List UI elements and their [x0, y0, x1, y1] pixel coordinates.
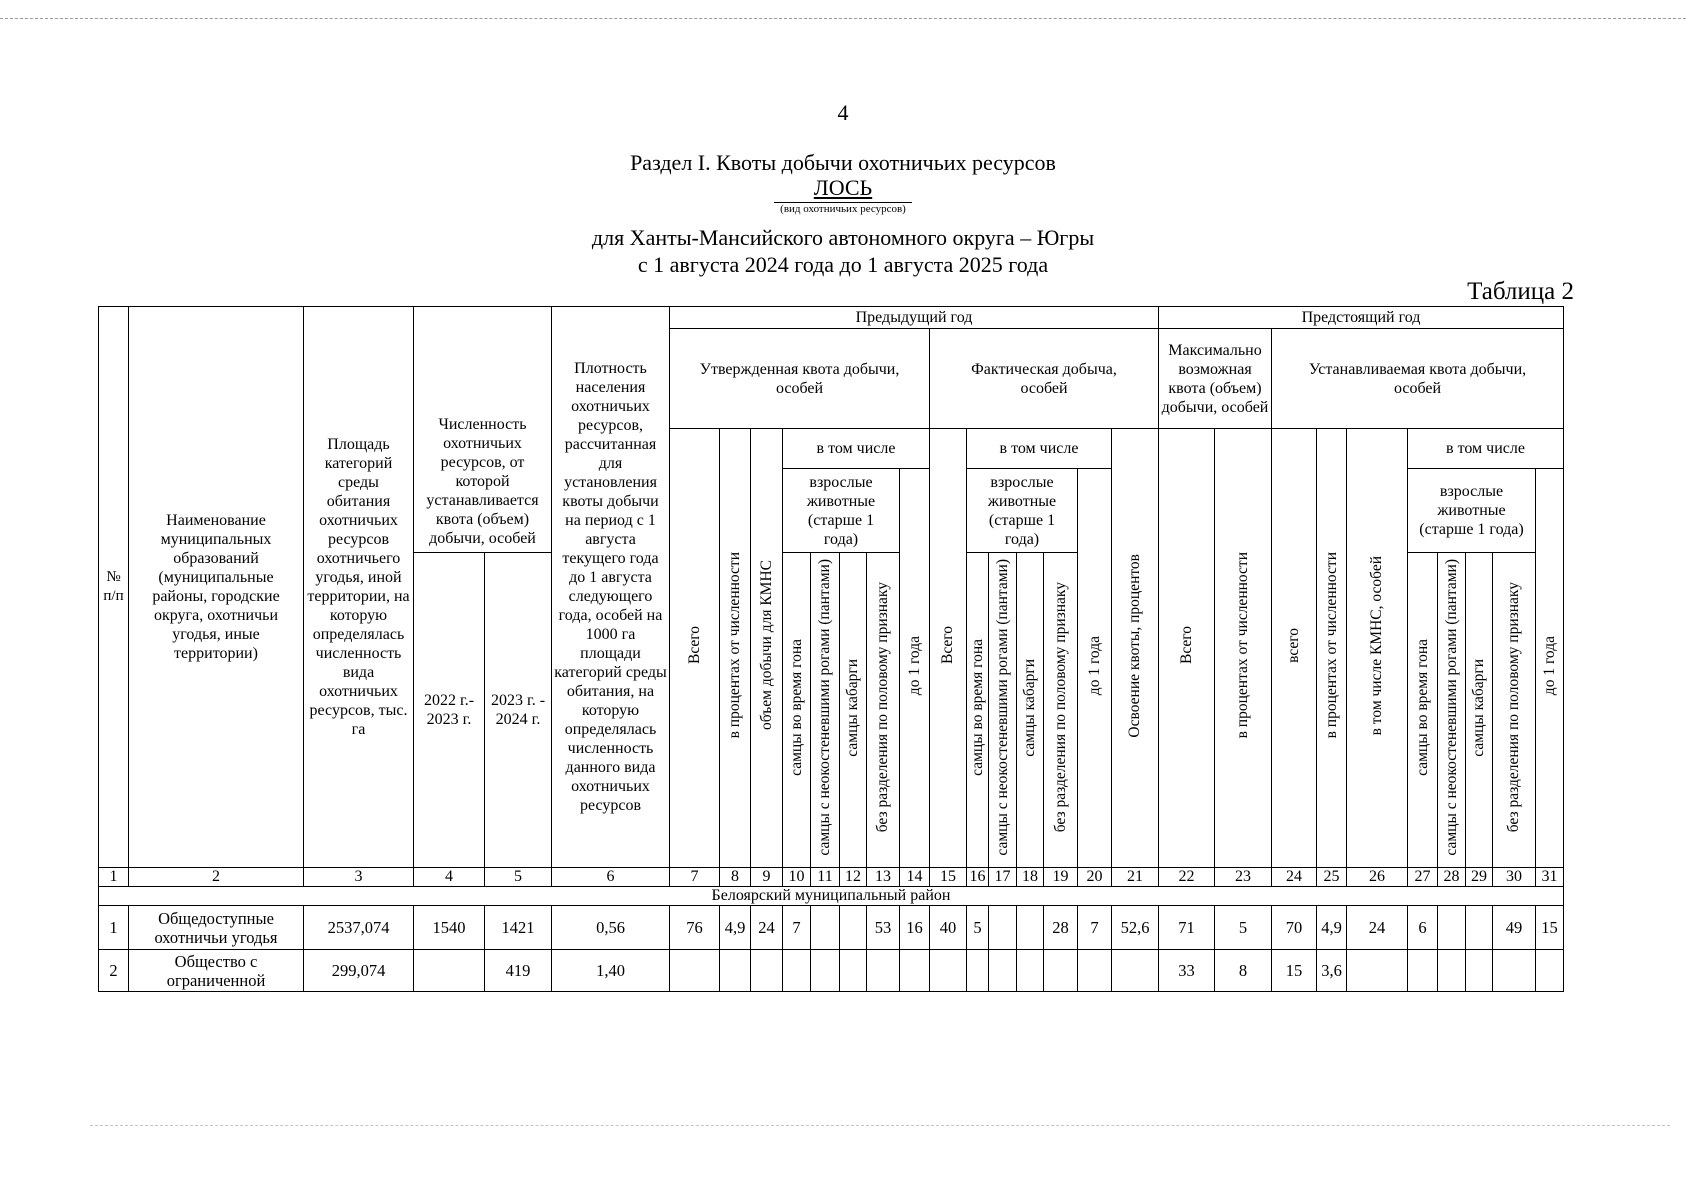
- col-header-mastery: Освоение квоты, процентов: [1112, 429, 1159, 868]
- col-number: 27: [1408, 868, 1438, 887]
- cell: 419: [485, 950, 552, 992]
- col-header-no: № п/п: [99, 307, 129, 868]
- col-number: 21: [1112, 868, 1159, 887]
- col-number: 9: [751, 868, 783, 887]
- cell: 40: [930, 906, 967, 950]
- cell: [840, 906, 867, 950]
- cell: 5: [967, 906, 989, 950]
- col-header-actual-young: до 1 года: [1078, 469, 1112, 868]
- col-number: 11: [811, 868, 840, 887]
- col-header-name: Наименование муниципальных образований (муниципальные районы, городские округа, охотничьи угодья, иные территории): [129, 307, 304, 868]
- col-header-actual-nosex: без разделения по половому признаку: [1044, 553, 1078, 868]
- col-number: 17: [989, 868, 1017, 887]
- col-header-approved-adults: взрослые животные (старше 1 года): [783, 469, 900, 553]
- cell: [1017, 950, 1044, 992]
- col-header-approved-antlers: самцы с неокостеневшими рогами (пантами): [811, 553, 840, 868]
- cell: [1017, 906, 1044, 950]
- section-row-district: Белоярский муниципальный район: [99, 887, 1564, 906]
- cell: [1466, 950, 1493, 992]
- col-number: 5: [485, 868, 552, 887]
- col-number: 7: [670, 868, 720, 887]
- region-line: для Ханты-Мансийского автономного округа – Югры: [591, 225, 1095, 250]
- col-number: 16: [967, 868, 989, 887]
- col-header-prev-year: Предыдущий год: [670, 307, 1159, 329]
- cell: [900, 950, 930, 992]
- col-header-set-antlers: самцы с неокостеневшими рогами (пантами): [1438, 553, 1466, 868]
- table-row: [99, 950, 1564, 992]
- cell: [414, 950, 485, 992]
- col-header-set-incl: в том числе: [1408, 429, 1564, 469]
- col-header-y2: 2023 г. - 2024 г.: [485, 553, 552, 868]
- col-number: 1: [99, 868, 129, 887]
- col-header-set-nosex: без разделения по половому признаку: [1493, 553, 1536, 868]
- col-header-density: Плотность населения охотничьих ресурсов, рассчитанная для установления квоты добычи на период с 1 августа текущего года до 1 августа следующего года, особей на 1000 га площади категорий среды обитания, на которую определялась численность данного вида охотничьих ресурсов: [552, 307, 670, 868]
- species-caption: (вид охотничьих ресурсов): [0, 202, 1686, 216]
- col-number: 23: [1215, 868, 1272, 887]
- col-header-set-pct: в процентах от численности: [1317, 429, 1347, 868]
- cell: 49: [1493, 906, 1536, 950]
- cell: 1421: [485, 906, 552, 950]
- col-header-approved-total: Всего: [670, 429, 720, 868]
- col-number: 10: [783, 868, 811, 887]
- document-header: [0, 150, 1686, 278]
- col-header-set-young: до 1 года: [1536, 469, 1564, 868]
- col-header-approved-musk: самцы кабарги: [840, 553, 867, 868]
- col-number: 31: [1536, 868, 1564, 887]
- col-number: 8: [720, 868, 751, 887]
- cell: [1493, 950, 1536, 992]
- col-header-max: Максимально возможная квота (объем) добычи, особей: [1159, 329, 1272, 429]
- cell: 24: [751, 906, 783, 950]
- col-number: 20: [1078, 868, 1112, 887]
- cell: 70: [1272, 906, 1317, 950]
- cell: 3,6: [1317, 950, 1347, 992]
- col-header-count: Численность охотничьих ресурсов, от которой устанавливается квота (объем) добычи, особей: [414, 307, 552, 553]
- col-number: 26: [1347, 868, 1408, 887]
- col-number: 14: [900, 868, 930, 887]
- col-header-approved-young: до 1 года: [900, 469, 930, 868]
- col-number: 28: [1438, 868, 1466, 887]
- cell: [1536, 950, 1564, 992]
- col-number: 19: [1044, 868, 1078, 887]
- cell: 52,6: [1112, 906, 1159, 950]
- cell: 15: [1272, 950, 1317, 992]
- col-number: 2: [129, 868, 304, 887]
- col-number: 3: [304, 868, 414, 887]
- table-label: Таблица 2: [1467, 278, 1574, 305]
- cell: [840, 950, 867, 992]
- col-number: 30: [1493, 868, 1536, 887]
- col-number: 15: [930, 868, 967, 887]
- col-header-actual-incl: в том числе: [967, 429, 1112, 469]
- col-header-y1: 2022 г.- 2023 г.: [414, 553, 485, 868]
- col-header-set-adults: взрослые животные (старше 1 года): [1408, 469, 1536, 553]
- cell-name: Общедоступные охотничьи угодья: [129, 906, 304, 950]
- col-header-approved: Утвержденная квота добычи, особей: [670, 329, 930, 429]
- col-header-actual-rut: самцы во время гона: [967, 553, 989, 868]
- cell: [989, 906, 1017, 950]
- col-header-approved-kmns: объем добычи для КМНС: [751, 429, 783, 868]
- cell: 71: [1159, 906, 1215, 950]
- col-header-next-year: Предстоящий год: [1159, 307, 1564, 329]
- cell: 0,56: [552, 906, 670, 950]
- cell: 2537,074: [304, 906, 414, 950]
- cell: 1: [99, 906, 129, 950]
- cell: [1112, 950, 1159, 992]
- col-header-actual-musk: самцы кабарги: [1017, 553, 1044, 868]
- cell: 4,9: [1317, 906, 1347, 950]
- col-header-approved-nosex: без разделения по половому признаку: [867, 553, 900, 868]
- cell: 6: [1408, 906, 1438, 950]
- cell: [811, 906, 840, 950]
- cell: [1466, 906, 1493, 950]
- cell: 76: [670, 906, 720, 950]
- cell: 1,40: [552, 950, 670, 992]
- cell: [811, 950, 840, 992]
- cell: [751, 950, 783, 992]
- col-number: 24: [1272, 868, 1317, 887]
- cell: 33: [1159, 950, 1215, 992]
- scan-edge-top: [0, 18, 1686, 19]
- col-header-actual-antlers: самцы с неокостеневшими рогами (пантами): [989, 553, 1017, 868]
- col-header-approved-rut: самцы во время гона: [783, 553, 811, 868]
- col-number: 13: [867, 868, 900, 887]
- cell: 53: [867, 906, 900, 950]
- cell: [1438, 950, 1466, 992]
- cell: [930, 950, 967, 992]
- col-number: 4: [414, 868, 485, 887]
- col-number: 29: [1466, 868, 1493, 887]
- page-number: 4: [837, 100, 849, 125]
- cell: 2: [99, 950, 129, 992]
- cell: [1438, 906, 1466, 950]
- col-header-max-pct: в процентах от численности: [1215, 429, 1272, 868]
- col-header-area: Площадь категорий среды обитания охотничьих ресурсов охотничьего угодья, иной территории, на которую определялась численность вида охотничьих ресурсов, тыс. га: [304, 307, 414, 868]
- cell: [1044, 950, 1078, 992]
- cell: [720, 950, 751, 992]
- col-header-approved-pct: в процентах от численности: [720, 429, 751, 868]
- col-header-approved-incl: в том числе: [783, 429, 930, 469]
- col-header-actual-total: Всего: [930, 429, 967, 868]
- cell: 4,9: [720, 906, 751, 950]
- col-number: 18: [1017, 868, 1044, 887]
- col-header-set-musk: самцы кабарги: [1466, 553, 1493, 868]
- col-header-set-total: всего: [1272, 429, 1317, 868]
- col-header-actual: Фактическая добыча, особей: [930, 329, 1159, 429]
- cell: 28: [1044, 906, 1078, 950]
- column-number-row: [99, 868, 1564, 887]
- cell: 5: [1215, 906, 1272, 950]
- cell-name: Общество с ограниченной: [129, 950, 304, 992]
- col-header-set: Устанавливаемая квота добычи, особей: [1272, 329, 1564, 429]
- col-number: 6: [552, 868, 670, 887]
- species-name: ЛОСЬ: [813, 175, 873, 200]
- cell: [989, 950, 1017, 992]
- col-number: 12: [840, 868, 867, 887]
- scan-edge-bottom: [90, 1125, 1670, 1126]
- quota-table: [98, 306, 1564, 992]
- cell: 299,074: [304, 950, 414, 992]
- col-header-actual-adults: взрослые животные (старше 1 года): [967, 469, 1078, 553]
- cell: [670, 950, 720, 992]
- col-number: 25: [1317, 868, 1347, 887]
- cell: 16: [900, 906, 930, 950]
- cell: [967, 950, 989, 992]
- cell: 1540: [414, 906, 485, 950]
- col-number: 22: [1159, 868, 1215, 887]
- cell: 8: [1215, 950, 1272, 992]
- section-title: Раздел I. Квоты добычи охотничьих ресурсов: [630, 150, 1056, 175]
- cell: [1408, 950, 1438, 992]
- table-row: [99, 906, 1564, 950]
- col-header-max-total: Всего: [1159, 429, 1215, 868]
- cell: [867, 950, 900, 992]
- cell: [1347, 950, 1408, 992]
- cell: 7: [1078, 906, 1112, 950]
- cell: 7: [783, 906, 811, 950]
- period-line: с 1 августа 2024 года до 1 августа 2025 года: [637, 252, 1049, 277]
- cell: [783, 950, 811, 992]
- cell: 24: [1347, 906, 1408, 950]
- col-header-set-rut: самцы во время гона: [1408, 553, 1438, 868]
- col-header-set-kmns: в том числе КМНС, особей: [1347, 429, 1408, 868]
- cell: 15: [1536, 906, 1564, 950]
- cell: [1078, 950, 1112, 992]
